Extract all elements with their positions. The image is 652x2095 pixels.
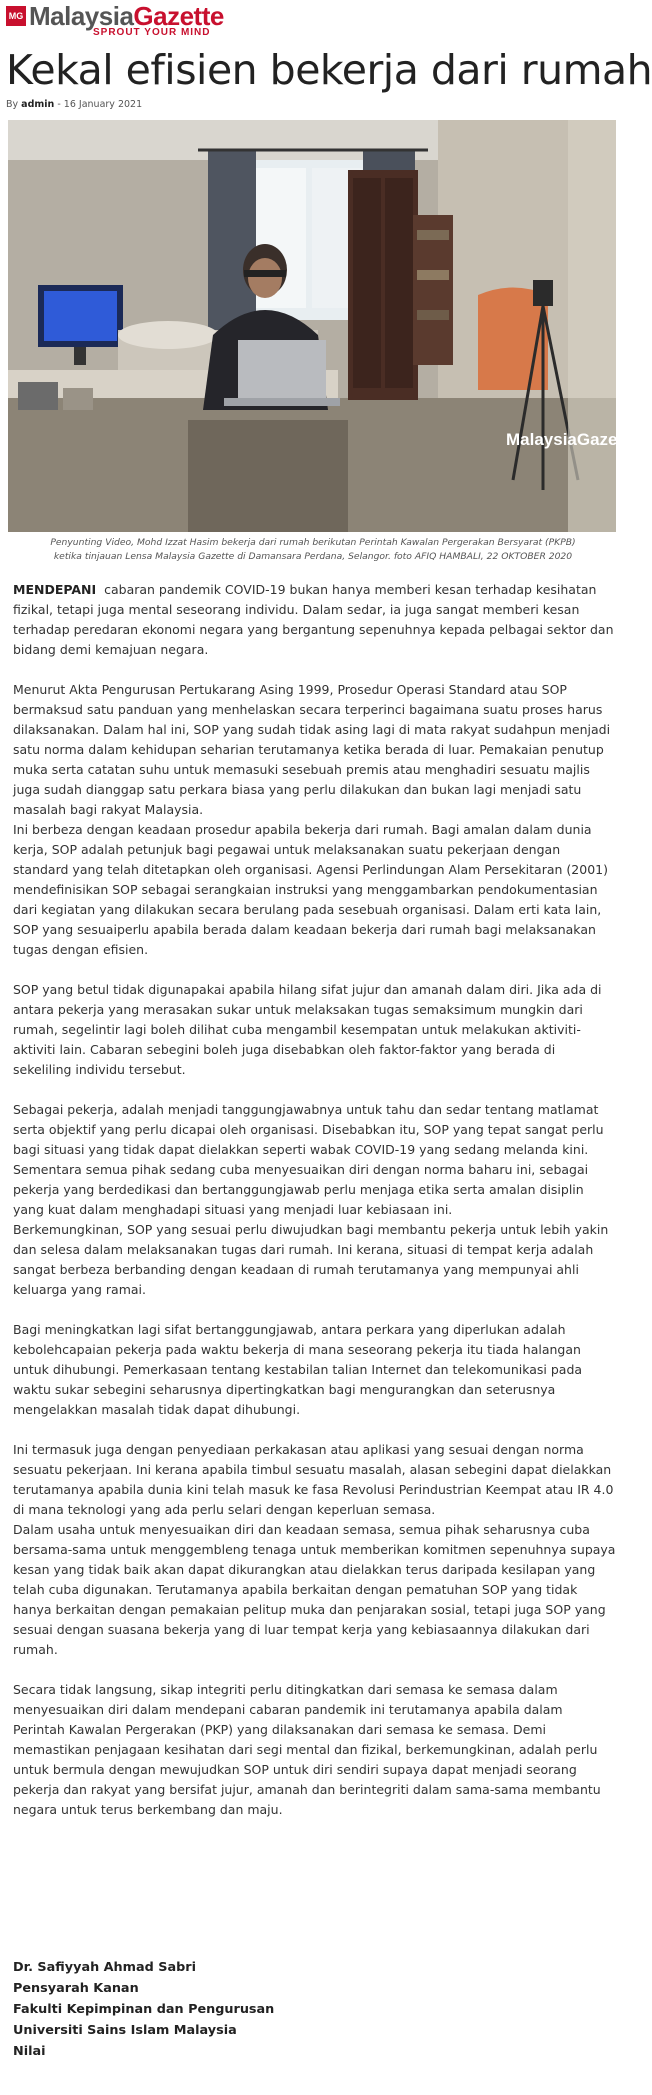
paragraph-1-text: cabaran pandemik COVID-19 bukan hanya memberi kesan terhadap kesihatan fizikal, tetapi juga mental seseorang individu. Dalam sedar, ia juga sangat memberi kesan terhadap peredaran ekonomi negara yang bergantung sepenuhnya kepada pelbagai sektor dan bidang demi kemajuan negara. [13,582,614,657]
photo-caption [8,536,618,564]
logo-name-gazette: Gazette [133,1,224,31]
lead-word: MENDEPANI [13,582,97,597]
paragraph-7: Bagi meningkatkan lagi sifat bertanggungjawab, antara perkara yang diperlukan adalah kebolehcapaian pekerja pada waktu bekerja di mana seseorang pekerja itu tiada halangan untuk dihubungi. Pemerkasaan tentang kestabilan talian Internet dan telekomunikasi pada waktu sukar sebegini seharusnya dipertingkatkan bagi mengurangkan dan seterusnya mengelakkan masalah tidak dapat dihubungi. [13,1322,583,1417]
paragraph-4: SOP yang betul tidak digunapakai apabila hilang sifat jujur dan amanah dalam diri. Jika ada di antara pekerja yang merasakan sukar untuk melaksakan tugas semaksimum mungkin dari rumah, segelintir lagi boleh dilihat cuba mengambil kesempatan untuk melakukan aktiviti-aktiviti lain. Cabaran sebegini boleh juga disebabkan oleh faktor-faktor yang berada di sekeliling individu tersebut. [13,982,602,1077]
paragraph-3: Ini berbeza dengan keadaan prosedur apabila bekerja dari rumah. Bagi amalan dalam dunia kerja, SOP adalah petunjuk bagi pegawai untuk melaksanakan suatu pekerjaan dengan standard yang telah ditetapkan oleh organisasi. Agensi Perlindungan Alam Persekitaran (2001) mendefinisikan SOP sebagai serangkaian instruksi yang menggambarkan pendokumentasian dari kegiatan yang dilakukan secara berulang pada sesebuah organisasi. Dalam erti kata lain, SOP yang sesuaiperlu apabila berada dalam keadaan bekerja dari rumah bagi melaksanakan tugas dengan efisien. [13,822,608,957]
author-signature [13,1957,274,2062]
paragraph-10: Secara tidak langsung, sikap integriti perlu ditingkatkan dari semasa ke semasa dalam menyesuaikan diri dalam mendepani cabaran pandemik ini terutamanya apabila dalam Perintah Kawalan Pergerakan (PKP) yang dilaksanakan dari semasa ke semasa. Demi memastikan penjagaan kesihatan dari segi mental dan fizikal, berkemungkinan, adalah perlu untuk bermula dengan mewujudkan SOP untuk diri sendiri supaya dapat menjadi seorang pekerja dan rakyat yang bersifat jujur, amanah dan berintegriti dalam sama-sama membantu negara untuk terus berkembang dan maju. [13,1682,601,1817]
logo-tagline: SPROUT YOUR MIND [93,27,211,38]
signature-faculty: Fakulti Kepimpinan dan Pengurusan [13,2002,275,2017]
publish-date: 16 January 2021 [63,99,143,110]
site-header [0,0,628,44]
caption-line-1: Penyunting Video, Mohd Izzat Hasim bekerja dari rumah berikutan Perintah Kawalan Pergerakan Bersyarat (PKPB) [50,537,576,548]
logo-name [29,2,224,30]
logo-name-malaysia: Malaysia [29,1,134,31]
article-meta [6,99,142,110]
article-body [13,580,616,1820]
signature-name: Dr. Safiyyah Ahmad Sabri [13,1960,196,1975]
meta-separator: - [57,99,64,110]
caption-line-2: ketika tinjauan Lensa Malaysia Gazette di Damansara Perdana, Selangor. foto AFIQ HAMBALI, 22 OKTOBER 2020 [53,551,573,562]
paragraph-5: Sebagai pekerja, adalah menjadi tanggungjawabnya untuk tahu dan sedar tentang matlamat serta objektif yang perlu dicapai oleh organisasi. Disebabkan itu, SOP yang tepat sangat perlu bagi situasi yang tidak dapat dielakkan seperti wabak COVID-19 yang sedang melanda kini. Sementara semua pihak sedang cuba menyesuaikan diri dengan norma baharu ini, sebagai pekerja yang berdedikasi dan bertanggungjawab perlu menjaga etika serta amalan disiplin yang kuat dalam menghadapi situasi yang menjadi luar kebiasaan ini. [13,1102,604,1217]
by-label: By [6,99,19,110]
signature-position: Pensyarah Kanan [13,1981,139,1996]
author-link[interactable]: admin [21,99,55,110]
signature-location: Nilai [13,2044,46,2059]
site-logo[interactable] [6,2,224,40]
logo-badge: MG [6,6,26,26]
paragraph-8: Ini termasuk juga dengan penyediaan perkakasan atau aplikasi yang sesuai dengan norma sesuatu pekerjaan. Ini kerana apabila timbul sesuatu masalah, alasan sebegini dapat dielakkan terutamanya apabila dunia kini telah masuk ke fasa Revolusi Perindustrian Keempat atau IR 4.0 di mana teknologi yang ada perlu selari dengan keperluan semasa. [13,1442,614,1517]
article-photo [8,120,639,532]
paragraph-2: Menurut Akta Pengurusan Pertukarang Asing 1999, Prosedur Operasi Standard atau SOP bermaksud satu panduan yang menhelaskan secara terperinci bagaimana suatu proses harus dilaksanakan. Dalam hal ini, SOP yang sudah tidak asing lagi di mata rakyat sudahpun menjadi satu norma dalam kehidupan seharian terutamanya ketika berada di luar. Pemakaian penutup muka serta catatan suhu untuk memasuki sesebuah premis atau menghadiri sesuatu majlis juga sudah dianggap satu perkara biasa yang perlu dilakukan dan bukan lagi menjadi satu masalah bagi rakyat Malaysia. [13,682,611,817]
photo-illustration [8,120,639,532]
paragraph-6: Berkemungkinan, SOP yang sesuai perlu diwujudkan bagi membantu pekerja untuk lebih yakin dan selesa dalam melaksanakan tugas dari rumah. Ini kerana, situasi di tempat kerja adalah sangat berbeza berbanding dengan keadaan di rumah terutamanya yang mempunyai ahli keluarga yang ramai. [13,1222,609,1297]
paragraph-9: Dalam usaha untuk menyesuaikan diri dan keadaan semasa, semua pihak seharusnya cuba bersama-sama untuk menggembleng tenaga untuk memberikan komitmen sepenuhnya supaya kesan yang tidak baik akan dapat dikurangkan atau dielakkan terus daripada kesilapan yang telah cuba digunakan. Terutamanya apabila berkaitan dengan pematuhan SOP yang tidak hanya berkaitan dengan pemakaian pelitup muka dan penjarakan sosial, tetapi juga SOP yang sesuai dengan suasana bekerja yang di luar tempat kerja yang kebiasaannya dilakukan dari rumah. [13,1522,616,1657]
signature-university: Universiti Sains Islam Malaysia [13,2023,237,2038]
photo-watermark: MalaysiaGazette [506,430,639,449]
article-title: Kekal efisien bekerja dari rumah [6,46,652,94]
paragraph-1 [13,580,616,660]
